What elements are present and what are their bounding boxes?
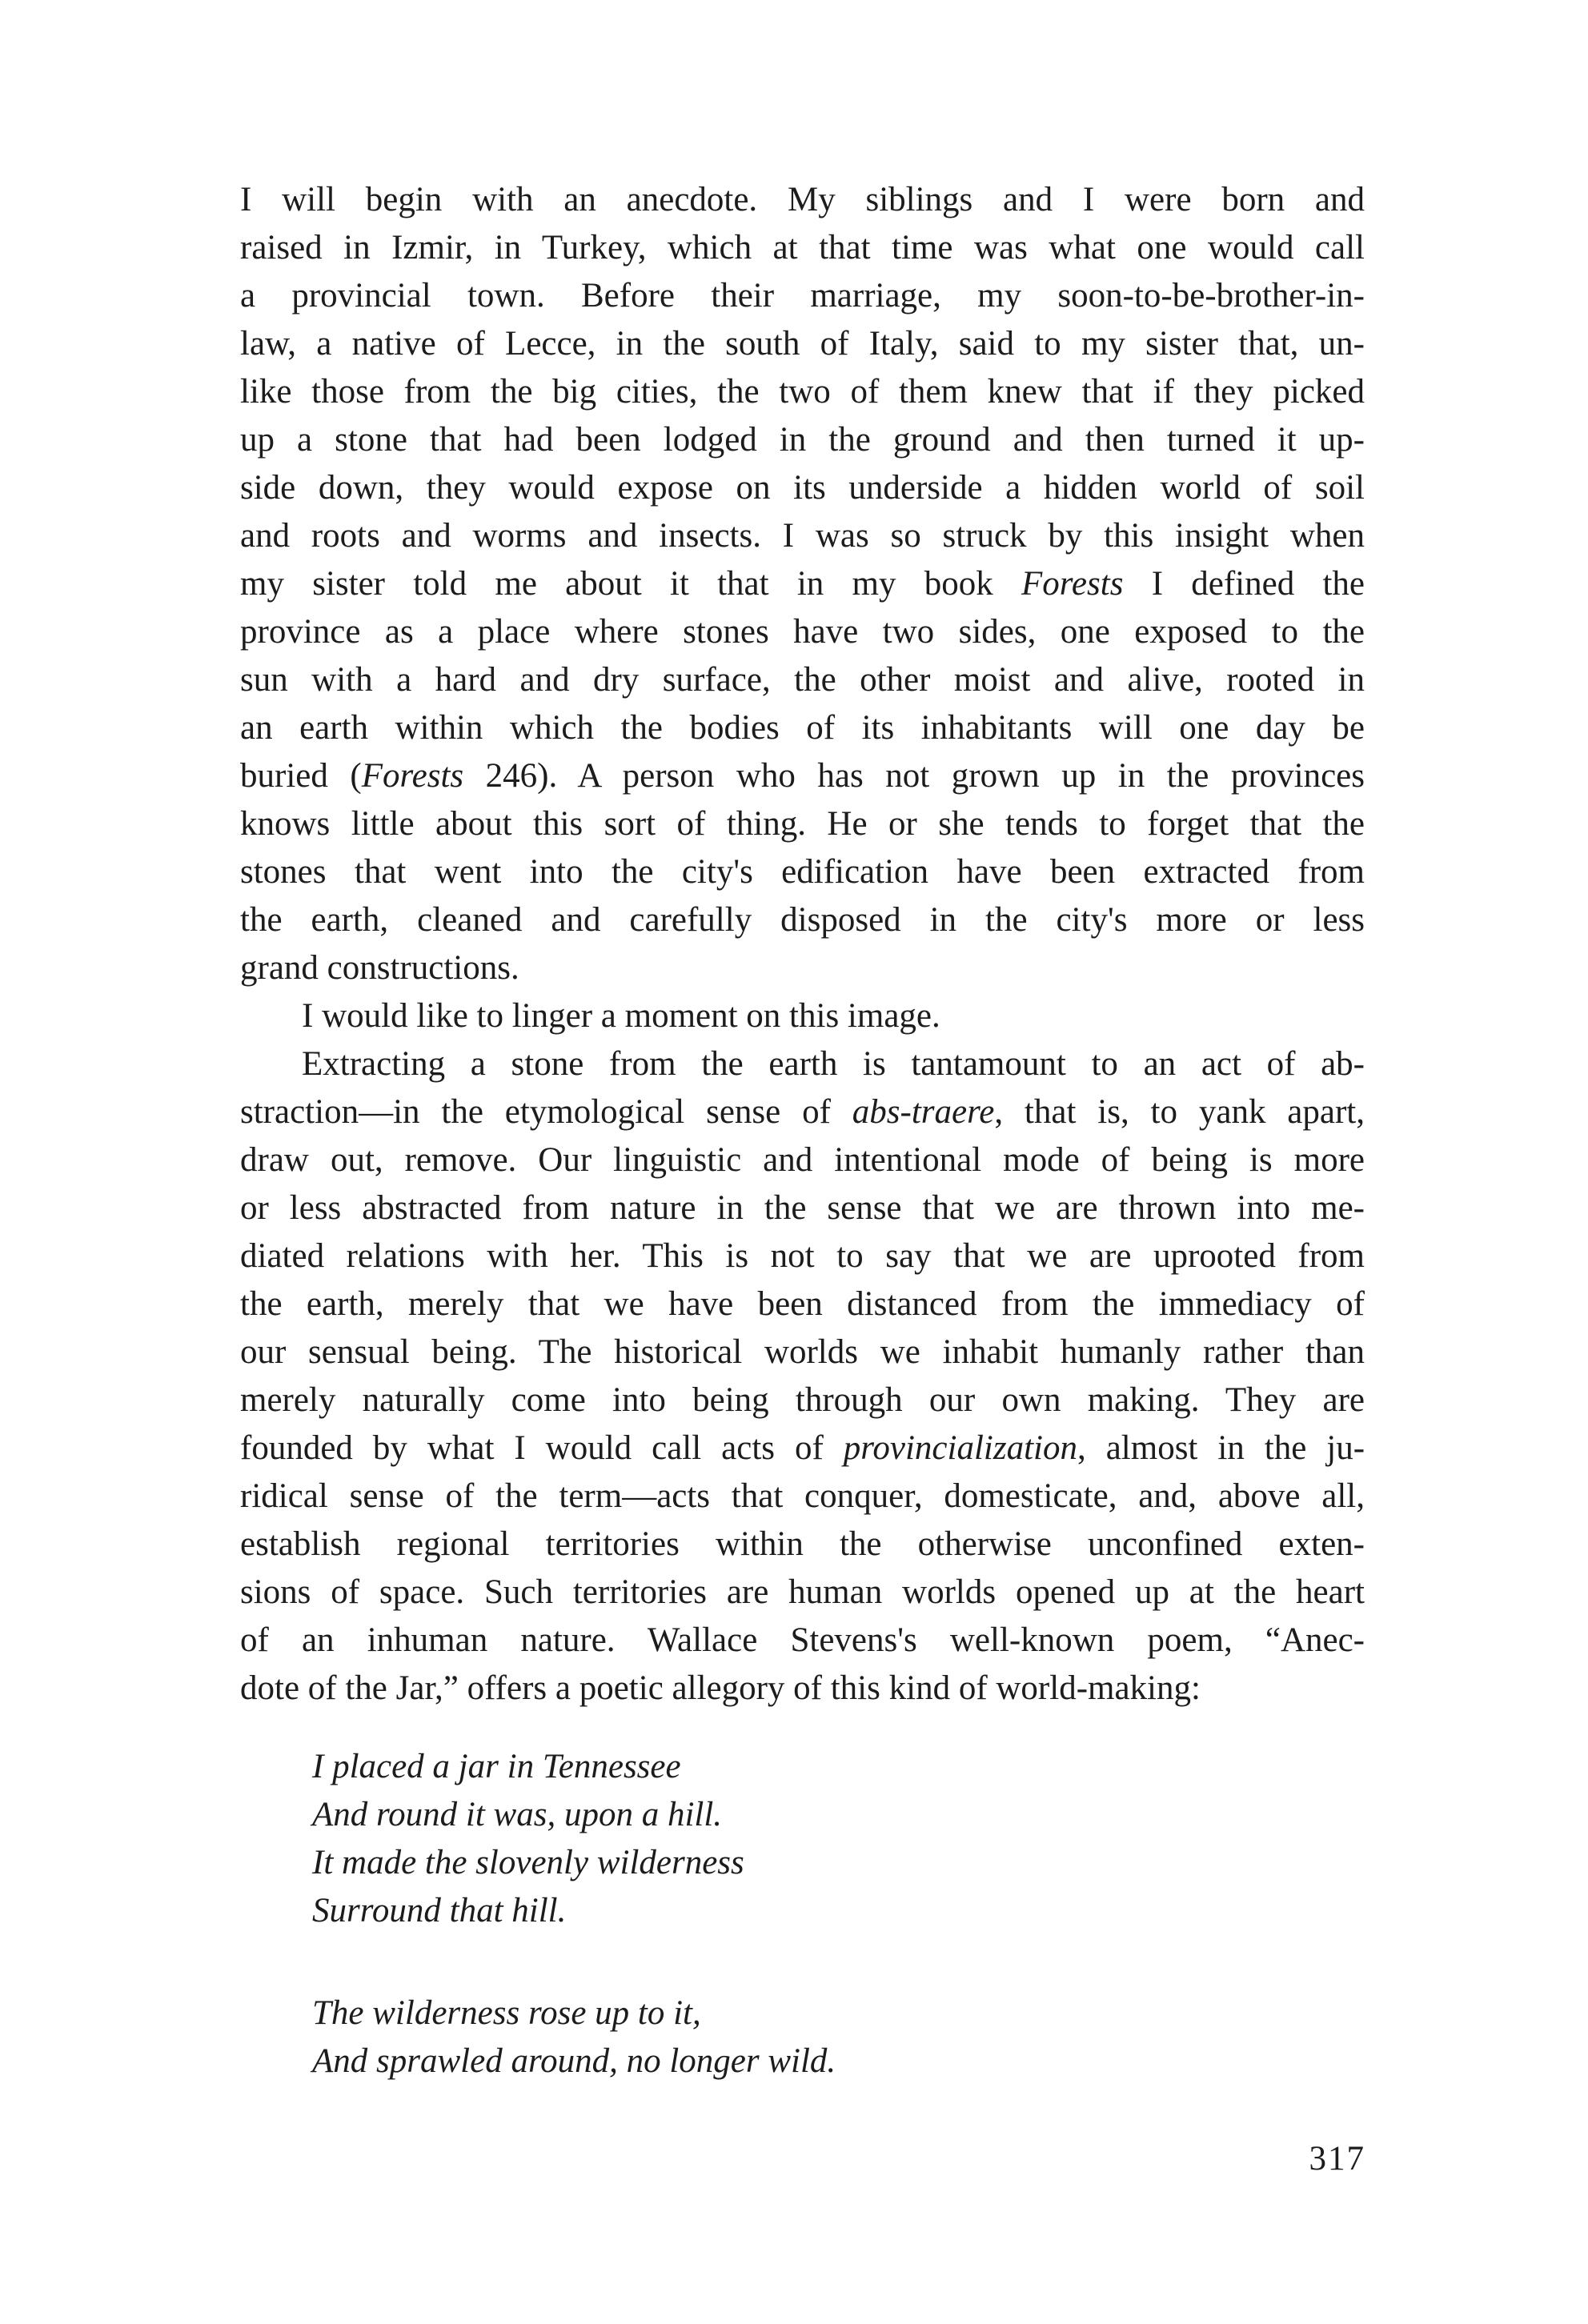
poem-line: The wilderness rose up to it, [312, 1994, 701, 2032]
paragraph-line: establish regional territories within the otherwise unconfined exten- [240, 1525, 1365, 1563]
paragraph-line: side down, they would expose on its underside a hidden world of soil [240, 469, 1365, 507]
paragraph-line: the earth, cleaned and carefully disposed in the city's more or less [240, 901, 1365, 939]
paragraph-line: stones that went into the city's edification have been extracted from [240, 853, 1365, 891]
paragraph-line: and roots and worms and insects. I was so struck by this insight when [240, 517, 1365, 555]
paragraph-line: merely naturally come into being through our own making. They are [240, 1381, 1365, 1419]
text-run: straction—in the etymological sense of [240, 1093, 852, 1131]
paragraph-line: an earth within which the bodies of its inhabitants will one day be [240, 709, 1365, 747]
paragraph-line: sun with a hard and dry surface, the other moist and alive, rooted in [240, 661, 1365, 699]
book-title-italic: Forests [361, 757, 464, 795]
text-run: , that is, to yank apart, [994, 1093, 1365, 1131]
text-run: founded by what I would call acts of [240, 1429, 844, 1467]
poem-line: Surround that hill. [312, 1892, 567, 1929]
book-title-italic: Forests [1021, 565, 1124, 603]
paragraph-line: diated relations with her. This is not to say that we are uprooted from [240, 1237, 1365, 1275]
text-run: , almost in the ju- [1077, 1429, 1365, 1467]
paragraph-line: or less abstracted from nature in the sense that we are thrown into me- [240, 1189, 1365, 1227]
term-italic: provincialization [843, 1429, 1077, 1467]
paragraph-line: province as a place where stones have two sides, one exposed to the [240, 613, 1365, 651]
text-run: 246). A person who has not grown up in the provinces [463, 757, 1365, 795]
paragraph-line: I will begin with an anecdote. My siblings and I were born and [240, 181, 1365, 218]
paragraph-line [240, 752, 1365, 800]
paragraph-line: dote of the Jar,” offers a poetic allegory of this kind of world-making: [240, 1669, 1201, 1707]
text-run: buried ( [240, 757, 362, 795]
paragraph-line: up a stone that had been lodged in the ground and then turned it up- [240, 421, 1365, 459]
text-run: I defined the [1123, 565, 1365, 603]
paragraph-line [240, 1088, 1365, 1136]
paragraph-line: knows little about this sort of thing. He or she tends to forget that the [240, 805, 1365, 843]
paragraph-line: grand constructions. [240, 949, 519, 987]
page-number: 317 [1309, 2140, 1365, 2178]
paragraph-line: the earth, merely that we have been distanced from the immediacy of [240, 1285, 1365, 1323]
poem-line: And sprawled around, no longer wild. [312, 2042, 836, 2080]
paragraph-line: like those from the big cities, the two of them knew that if they picked [240, 373, 1365, 411]
paragraph-line: I would like to linger a moment on this image. [302, 997, 940, 1035]
paragraph-line: of an inhuman nature. Wallace Stevens's well-known poem, “Anec- [240, 1621, 1365, 1659]
paragraph-line: a provincial town. Before their marriage, my soon-to-be-brother-in- [240, 277, 1365, 315]
paragraph-line [240, 560, 1365, 608]
poem-line: I placed a jar in Tennessee [312, 1748, 681, 1785]
paragraph-line: law, a native of Lecce, in the south of Italy, said to my sister that, un- [240, 325, 1365, 363]
paragraph-line [240, 1424, 1365, 1473]
latin-term-italic: abs-traere [852, 1093, 995, 1131]
paragraph-line: Extracting a stone from the earth is tantamount to an act of ab- [302, 1045, 1365, 1083]
paragraph-line: our sensual being. The historical worlds we inhabit humanly rather than [240, 1333, 1365, 1371]
poem-line: And round it was, upon a hill. [312, 1796, 723, 1833]
paragraph-line: sions of space. Such territories are human worlds opened up at the heart [240, 1573, 1365, 1611]
text-run: my sister told me about it that in my book [240, 565, 1022, 603]
paragraph-line: draw out, remove. Our linguistic and intentional mode of being is more [240, 1141, 1365, 1179]
paragraph-line: raised in Izmir, in Turkey, which at that time was what one would call [240, 229, 1365, 266]
paragraph-line: ridical sense of the term—acts that conquer, domesticate, and, above all, [240, 1477, 1365, 1515]
poem-line: It made the slovenly wilderness [312, 1844, 744, 1881]
